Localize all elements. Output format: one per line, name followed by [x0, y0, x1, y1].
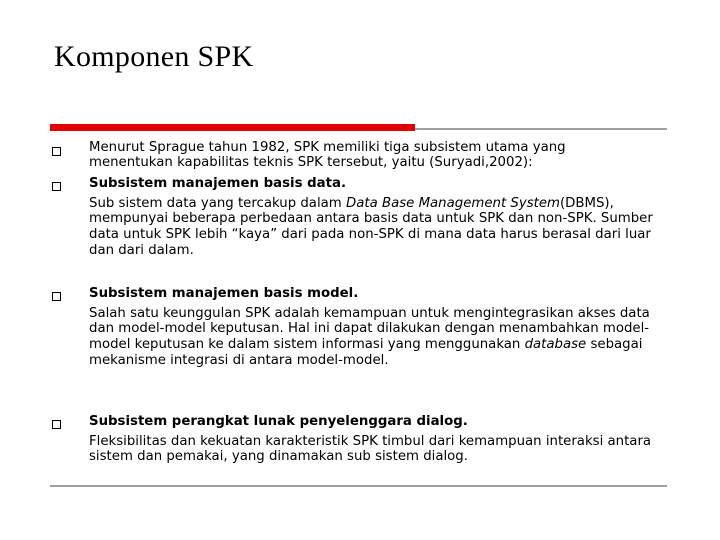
square-bullet-icon	[52, 292, 61, 301]
title-underline-accent	[50, 124, 415, 131]
item-body	[89, 196, 679, 259]
item-body-italic: Data Base Management System	[345, 195, 560, 211]
item-body-italic: database	[524, 337, 587, 353]
item-body-text: Sub sistem data yang tercakup dalam	[89, 195, 346, 211]
item-body-text: Salah satu keunggulan SPK adalah kemampuan untuk mengintegrasikan akses data dan model-model keputusan. Hal ini dapat dilakukan dengan menambahkan model-model keputusan ke dalam sistem informasi yang menggunakan	[89, 305, 650, 353]
intro-paragraph	[89, 140, 679, 170]
square-bullet-icon	[52, 182, 61, 191]
square-bullet-icon	[52, 147, 61, 156]
item-body-text: (DBMS), mempunyai beberapa perbedaan antara basis data untuk SPK dan non-SPK. Sumber data untuk SPK lebih “kaya” dari pada non-SPK di mana data harus berasal dari luar dan dari dalam.	[89, 195, 653, 258]
intro-line-1: Menurut Sprague tahun 1982, SPK memiliki tiga subsistem utama yang	[89, 140, 566, 155]
item-body-text: sebagai mekanisme integrasi di antara model-model.	[89, 337, 643, 368]
intro-line-2: menentukan kapabilitas teknis SPK tersebut, yaitu (Suryadi,2002):	[89, 155, 533, 170]
item-heading: Subsistem manajemen basis model.	[89, 286, 359, 301]
bottom-rule	[50, 485, 667, 487]
item-model-subsystem	[89, 286, 679, 369]
item-heading: Subsistem manajemen basis data.	[89, 176, 346, 191]
item-data-subsystem	[89, 176, 679, 259]
item-body	[89, 306, 679, 369]
slide-title: Komponen SPK	[54, 40, 254, 73]
item-dialog-subsystem	[89, 414, 679, 465]
title-underline-rule	[415, 128, 667, 130]
square-bullet-icon	[52, 420, 61, 429]
item-heading: Subsistem perangkat lunak penyelenggara dialog.	[89, 414, 468, 429]
item-body: Fleksibilitas dan kekuatan karakteristik SPK timbul dari kemampuan interaksi antara sistem dan pemakai, yang dinamakan sub sistem dialog.	[89, 433, 652, 465]
